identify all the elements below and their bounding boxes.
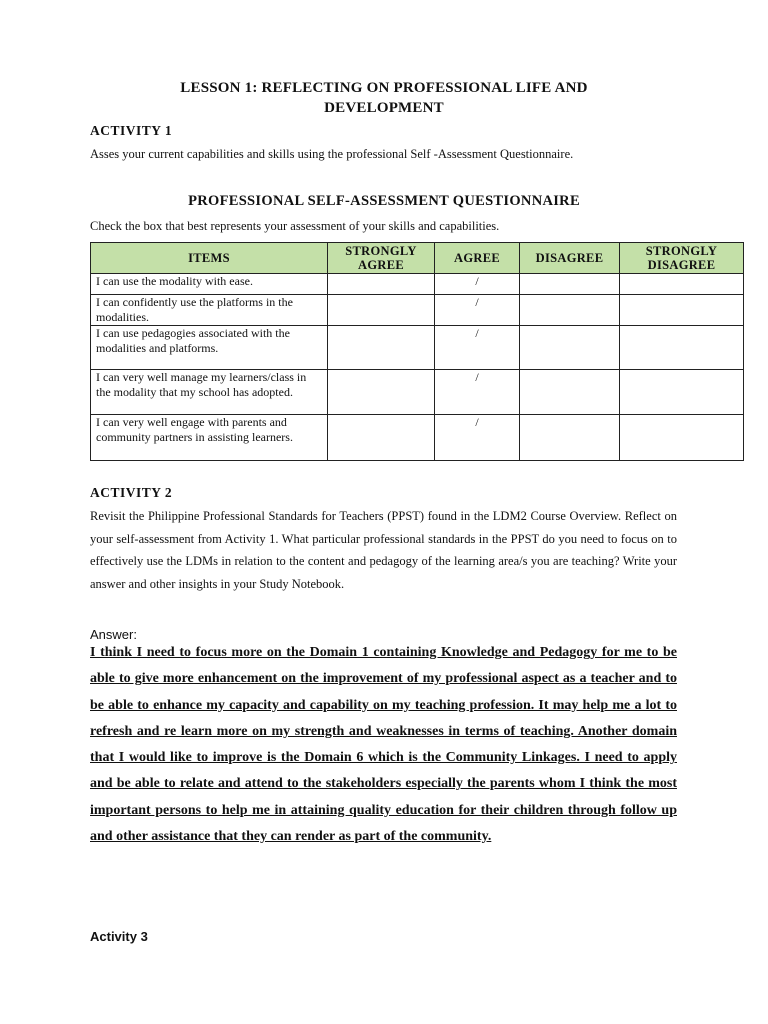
lesson-title-line-2: DEVELOPMENT (324, 100, 444, 116)
questionnaire-title: PROFESSIONAL SELF-ASSESSMENT QUESTIONNAIRE (188, 193, 580, 209)
activity-3-heading: Activity 3 (90, 929, 148, 944)
item-cell: I can very well engage with parents and community partners in assisting learners. (91, 415, 328, 461)
table-header-row (91, 243, 744, 274)
answer-text: I think I need to focus more on the Domain 1 containing Knowledge and Pedagogy for me to be able to give more enhancement on the improvement of my professional aspect as a teacher and to be able to enhance my capacity and capability on my teaching profession. It may help me a lot to refresh and re learn more on my strength and weaknesses in terms of teaching. Another domain that I would like to improve is the Domain 6 which is the Community Linkages. I need to apply and be able to relate and attend to the stakeholders especially the parents whom I think the most important persons to help me in attaining quality education for their children through follow up and other assistance that they can render as part of the community. (90, 645, 677, 845)
disagree-checkbox[interactable] (520, 370, 620, 415)
activity-2-instructions: Revisit the Philippine Professional Standards for Teachers (PPST) found in the LDM2 Course Overview. Reflect on your self-assessment from Activity 1. What particular professional standards in the PPST do you need to focus on to effectively use the LDMs in relation to the content and pedagogy of the learning area/s you are teaching? Write your answer and other insights in your Study Notebook. (90, 509, 677, 591)
strongly-disagree-checkbox[interactable] (620, 274, 744, 295)
strongly-agree-checkbox[interactable] (328, 415, 435, 461)
lesson-title (90, 78, 678, 118)
item-cell: I can use pedagogies associated with the modalities and platforms. (91, 326, 328, 370)
strongly-agree-checkbox[interactable] (328, 295, 435, 326)
activity-1-instructions: Asses your current capabilities and skills using the professional Self -Assessment Questionnaire. (90, 147, 574, 161)
header-strongly-disagree: STRONGLY DISAGREE (620, 243, 744, 274)
activity-2-heading: ACTIVITY 2 (90, 485, 173, 500)
header-agree: AGREE (435, 243, 520, 274)
table-row (91, 370, 744, 415)
table-row (91, 326, 744, 370)
strongly-agree-checkbox[interactable] (328, 370, 435, 415)
table-row (91, 295, 744, 326)
agree-checkbox[interactable]: / (435, 415, 520, 461)
agree-checkbox[interactable]: / (435, 274, 520, 295)
agree-checkbox[interactable]: / (435, 295, 520, 326)
agree-checkbox[interactable]: / (435, 326, 520, 370)
header-strongly-agree: STRONGLY AGREE (328, 243, 435, 274)
disagree-checkbox[interactable] (520, 295, 620, 326)
header-disagree: DISAGREE (520, 243, 620, 274)
disagree-checkbox[interactable] (520, 274, 620, 295)
questionnaire-instructions: Check the box that best represents your assessment of your skills and capabilities. (90, 219, 500, 233)
disagree-checkbox[interactable] (520, 415, 620, 461)
strongly-agree-checkbox[interactable] (328, 274, 435, 295)
table-row (91, 415, 744, 461)
item-cell: I can use the modality with ease. (91, 274, 328, 295)
activity-1-heading: ACTIVITY 1 (90, 123, 173, 138)
self-assessment-table (90, 242, 744, 461)
table-row (91, 274, 744, 295)
strongly-disagree-checkbox[interactable] (620, 370, 744, 415)
disagree-checkbox[interactable] (520, 326, 620, 370)
strongly-disagree-checkbox[interactable] (620, 415, 744, 461)
header-items: ITEMS (91, 243, 328, 274)
strongly-disagree-checkbox[interactable] (620, 326, 744, 370)
strongly-agree-checkbox[interactable] (328, 326, 435, 370)
strongly-disagree-checkbox[interactable] (620, 295, 744, 326)
answer-label: Answer: (90, 627, 137, 642)
item-cell: I can confidently use the platforms in the modalities. (91, 295, 328, 326)
lesson-title-line-1: LESSON 1: REFLECTING ON PROFESSIONAL LIFE AND (180, 80, 588, 96)
item-cell: I can very well manage my learners/class in the modality that my school has adopted. (91, 370, 328, 415)
agree-checkbox[interactable]: / (435, 370, 520, 415)
